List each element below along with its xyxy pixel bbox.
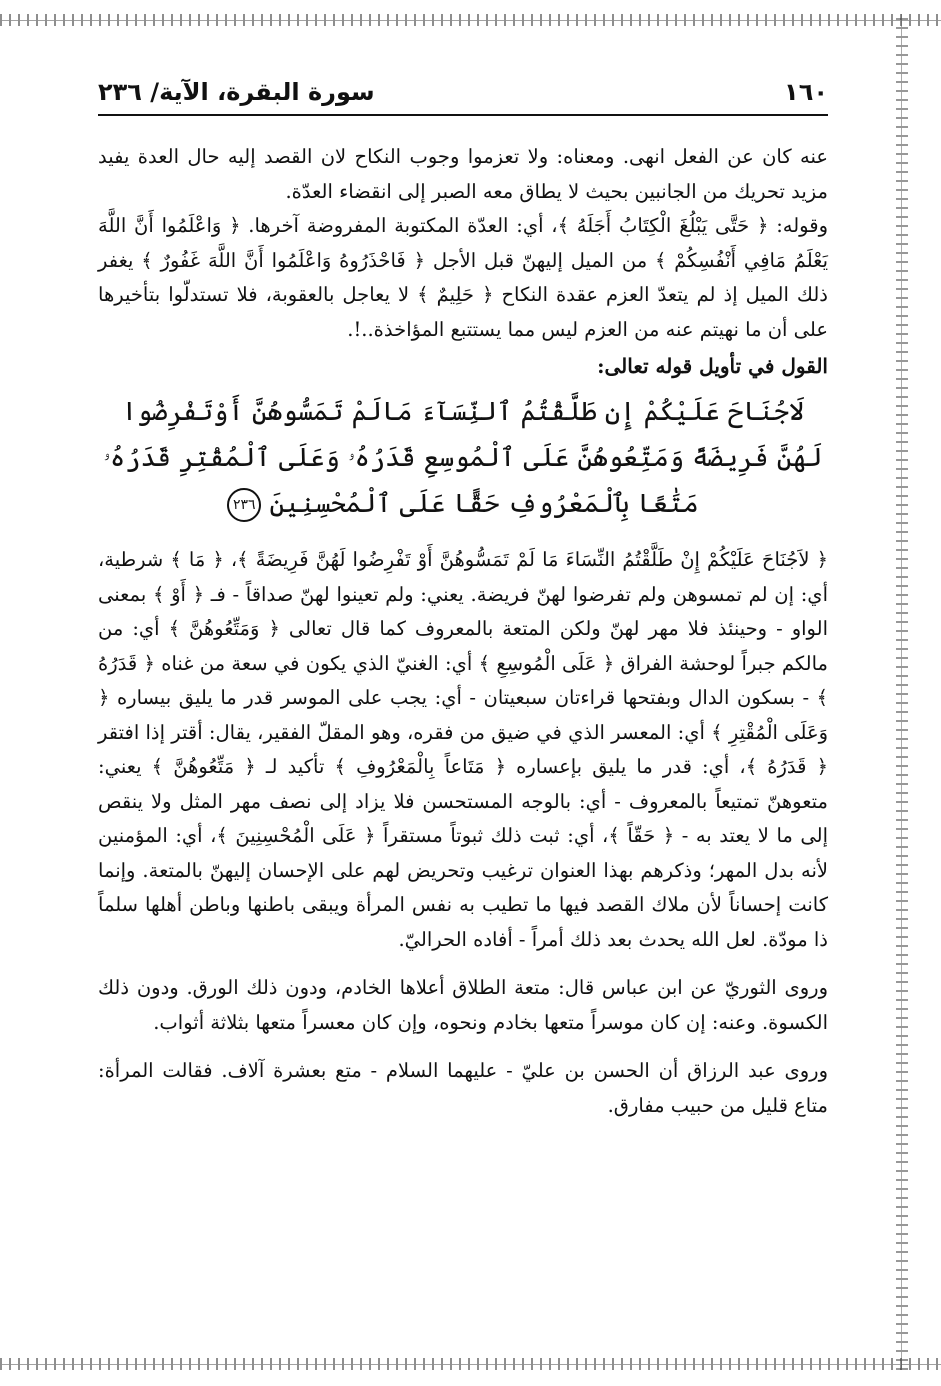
page-header: [98, 70, 828, 116]
paragraph-tafsir-1: ﴿ لاَجُنَاحَ عَلَيْكُمْ إِنْ طَلَّقْتُمُ النِّسَاءَ مَا لَمْ تَمَسُّوهُنَّ أَوْ تَفْرِضُوا لَهُنَّ فَرِيضَةً ﴾، ﴿ مَا ﴾ شرطية، أي: إن لم تمسوهن ولم تفرضوا لهنّ فريضة. يعني: ولم تعينوا لهنّ صداقاً - فـ ﴿ أَوْ ﴾ بمعنى الواو - وحينئذ فلا مهر لهنّ ولكن المتعة بالمعروف كما قال تعالى ﴿ وَمَتِّعُوهُنَّ ﴾ أي: من مالكم جبراً لوحشة الفراق ﴿ عَلَى الْمُوسِعِ ﴾ أي: الغنيّ الذي يكون في سعة من غناه ﴿ قَدَرُهُ ﴾ - بسكون الدال وبفتحها قراءتان سبعيتان - أي: يجب على الموسر قدر ما يليق بيساره ﴿ وَعَلَى الْمُقْتِرِ ﴾ أي: المعسر الذي في ضيق من فقره، وهو المقلّ الفقير، يقال: أقتر إذا افتقر ﴿ قَدَرُهُ ﴾، أي: قدر ما يليق بإعساره ﴿ مَتَاعاً بِالْمَعْرُوفِ ﴾ تأكيد لـ ﴿ مَتِّعُوهُنَّ ﴾ يعني: متعوهنّ تمتيعاً بالمعروف - أي: بالوجه المستحسن فلا يزاد إلى نصف مهر المثل ولا ينقص إلى ما لا يعتد به - ﴿ حَقّاً ﴾، أي: ثبت ذلك ثبوتاً مستقراً ﴿ عَلَى الْمُحْسِنِينَ ﴾، أي: المؤمنين لأنه بدل المهر؛ وذكرهم بهذا العنوان ترغيب وتحريض لهم على الإحسان إليهنّ بالمتعة. وإنما كانت إحساناً لأن ملاك القصد فيها ما تطيب به نفس المرأة ويبقى باطنها وباطن أهلها سلماً ذا مودّة. لعل الله يحدث بعد ذلك أمراً - أفاده الحراليّ.: [98, 548, 828, 951]
verse-text: لَاجُنَاحَ عَلَيْكُمْ إِن طَلَّقْتُمُ ٱلنِّسَآءَ مَالَمْ تَمَسُّوهُنَّ أَوْتَفْرِضُوا لَهُنَّ فَرِيضَةً وَمَتِّعُوهُنَّ عَلَى ٱلْمُوسِعِ قَدَرُهُۥ وَعَلَى ٱلْمُقْتِرِ قَدَرُهُۥ مَتَٰعًا بِٱلْمَعْرُوفِ حَقًّا عَلَى ٱلْمُحْسِنِينَ: [103, 397, 823, 519]
running-title: سورة البقرة، الآية/ ٢٣٦: [98, 78, 375, 106]
quran-verse: [98, 389, 828, 527]
paragraph-tafsir-2: وروى الثوريّ عن ابن عباس قال: متعة الطلاق أعلاها الخادم، ودون ذلك الورق. ودون ذلك الكسوة. وعنه: إن كان موسراً متعها بخادم ونحوه، وإن كان معسراً متعها بثلاثة أثواب.: [98, 976, 828, 1034]
ayah-number-marker: ٢٣٦: [227, 488, 261, 522]
paragraph-intro-1: عنه كان عن الفعل انهى. ومعناه: ولا تعزموا وجوب النكاح لان القصد إليه حال العدة يفيد مزيد تحريك من الجانبين بحيث لا يطاق معه الصبر إلى انقضاء العدّة.: [98, 145, 828, 203]
bottom-ornamental-border: [0, 1358, 941, 1370]
right-ornamental-border: [896, 14, 908, 1370]
page-body: [98, 140, 828, 1123]
top-ornamental-border: [0, 14, 941, 26]
paragraph-gap: [98, 1040, 828, 1054]
paragraph-gap: [98, 957, 828, 971]
page-number: ١٦٠: [784, 78, 828, 106]
paragraph-tafsir-3: وروى عبد الرزاق أن الحسن بن عليّ - عليهما السلام - متع بعشرة آلاف. فقالت المرأة: متاع قليل من حبيب مفارق.: [98, 1059, 828, 1117]
section-heading: القول في تأويل قوله تعالى:: [597, 354, 828, 378]
paragraph-intro-2: وقوله: ﴿ حَتَّى يَبْلُغَ الْكِتَابُ أَجَلَهُ ﴾، أي: العدّة المكتوبة المفروضة آخرها. ﴿ وَاعْلَمُوا أَنَّ اللَّهَ يَعْلَمُ مَافِي أَنْفُسِكُمْ ﴾ من الميل إليهنّ قبل الأجل ﴿ فَاحْذَرُوهُ وَاعْلَمُوا أَنَّ اللَّهَ غَفُورٌ ﴾ يغفر ذلك الميل إذ لم يتعدّ العزم عقدة النكاح ﴿ حَلِيمٌ ﴾ لا يعاجل بالعقوبة، فلا تستدلّوا بتأخيرها على أن ما نهيتم عنه من العزم ليس مما يستتبع المؤاخذة..!.: [98, 214, 828, 341]
